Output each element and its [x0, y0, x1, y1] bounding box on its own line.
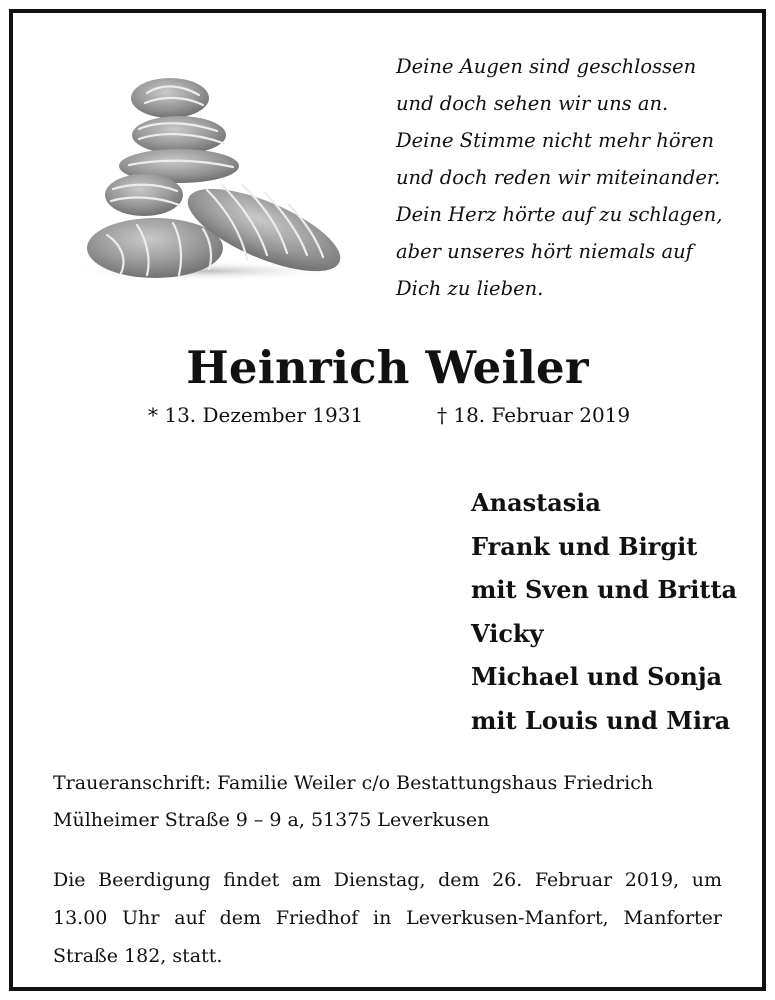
funeral-notice	[53, 861, 722, 975]
mourner-entry: Anastasia	[471, 488, 601, 517]
mourning-address	[53, 765, 733, 839]
memorial-poem	[396, 48, 746, 307]
obituary-frame	[9, 9, 766, 991]
address-line: Traueranschrift: Familie Weiler c/o Bestattungshaus Friedrich	[53, 772, 654, 794]
poem-line: Deine Stimme nicht mehr hören	[396, 129, 714, 152]
poem-line: Deine Augen sind geschlossen	[396, 55, 697, 78]
stacked-stones-image	[77, 65, 357, 295]
funeral-line: Die Beerdigung findet am Dienstag, dem 26. Februar 2019, um	[53, 869, 722, 891]
death-date: † 18. Februar 2019	[437, 403, 631, 427]
mourners-list	[471, 481, 761, 742]
poem-line: und doch sehen wir uns an.	[396, 92, 669, 115]
mourner-entry: Michael und Sonja	[471, 662, 723, 691]
deceased-name: Heinrich Weiler	[186, 341, 589, 394]
poem-line: aber unseres hört niemals auf	[396, 240, 693, 263]
mourner-entry: Frank und Birgit	[471, 531, 698, 561]
mourner-entry: mit Sven und Britta	[471, 575, 738, 604]
poem-line: Dich zu lieben.	[396, 277, 544, 300]
poem-line: Dein Herz hörte auf zu schlagen,	[396, 203, 723, 226]
funeral-line: 13.00 Uhr auf dem Friedhof in Leverkusen-Manfort, Manforter	[53, 907, 722, 929]
address-line: Mülheimer Straße 9 – 9 a, 51375 Leverkusen	[53, 809, 490, 831]
mourner-entry: mit Louis und Mira	[471, 705, 731, 735]
birth-date: * 13. Dezember 1931	[148, 403, 364, 427]
funeral-line: Straße 182, statt.	[53, 945, 223, 967]
mourner-entry: Vicky	[471, 618, 544, 648]
poem-line: und doch reden wir miteinander.	[396, 166, 721, 189]
